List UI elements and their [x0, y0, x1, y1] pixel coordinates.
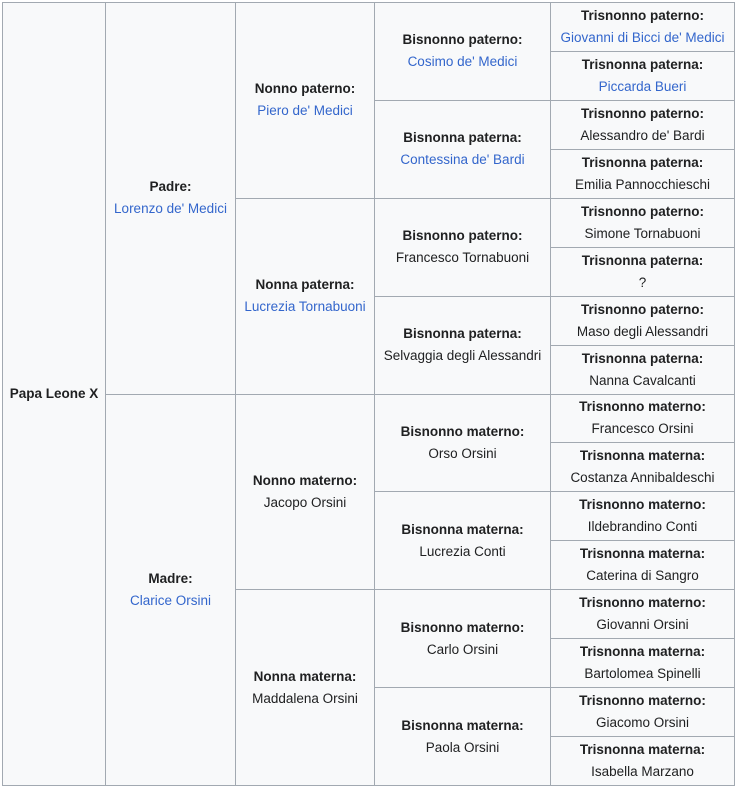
great-grandparent-label: Bisnonno materno:	[400, 423, 525, 439]
great-grandparent-cell-8	[375, 688, 551, 786]
great-great-grandparent-cell-6	[551, 247, 735, 296]
great-great-grandparent-name: Isabella Marzano	[591, 764, 694, 780]
great-grandparent-label: Bisnonna paterna:	[403, 130, 522, 146]
great-great-grandparent-name: Alessandro de' Bardi	[580, 127, 705, 143]
great-great-grandparent-cell-16	[551, 737, 735, 786]
father-link[interactable]: Lorenzo de' Medici	[114, 201, 227, 217]
great-great-grandparent-name: Maso degli Alessandri	[576, 323, 709, 339]
great-great-grandparent-cell-3	[551, 100, 735, 149]
great-great-grandparent-name: Costanza Annibaldeschi	[570, 470, 715, 486]
great-great-grandparent-label: Trisnonno materno:	[579, 497, 706, 513]
great-grandparent-cell-6	[375, 492, 551, 590]
father-label: Padre:	[149, 179, 192, 195]
great-grandparent-name: Lucrezia Conti	[419, 543, 506, 559]
mother-link[interactable]: Clarice Orsini	[129, 592, 211, 608]
great-great-grandparent-label: Trisnonna paterna:	[581, 252, 704, 268]
great-great-grandparent-cell-9	[551, 394, 735, 443]
great-great-grandparent-label: Trisnonna paterna:	[581, 350, 704, 366]
great-grandparent-cell-4	[375, 296, 551, 394]
great-great-grandparent-label: Trisnonno paterno:	[581, 301, 704, 317]
maternal-grandmother-label: Nonna materna:	[253, 668, 357, 684]
great-great-grandparent-label: Trisnonna paterna:	[581, 154, 704, 170]
great-great-grandparent-cell-11	[551, 492, 735, 541]
great-great-grandparent-label: Trisnonno paterno:	[581, 203, 704, 219]
great-great-grandparent-cell-15	[551, 688, 735, 737]
great-great-grandparent-label: Trisnonno paterno:	[581, 105, 704, 121]
genealogy-table	[2, 2, 735, 786]
great-great-grandparent-cell-13	[551, 590, 735, 639]
great-grandparent-link[interactable]: Contessina de' Bardi	[400, 152, 525, 168]
maternal-grandmother-name: Maddalena Orsini	[252, 690, 358, 706]
paternal-grandfather-cell	[236, 3, 375, 199]
paternal-grandfather-label: Nonno paterno:	[254, 81, 356, 97]
mother-label: Madre:	[148, 570, 193, 586]
great-grandparent-label: Bisnonna materna:	[401, 521, 524, 537]
great-great-grandparent-name: Caterina di Sangro	[586, 568, 699, 584]
great-great-grandparent-label: Trisnonno materno:	[579, 399, 706, 415]
great-great-grandparent-name: ?	[638, 274, 647, 290]
great-great-grandparent-cell-14	[551, 639, 735, 688]
great-great-grandparent-label: Trisnonna paterna:	[581, 56, 704, 72]
great-grandparent-name: Orso Orsini	[428, 445, 497, 461]
great-great-grandparent-name: Bartolomea Spinelli	[584, 666, 701, 682]
great-grandparent-name: Paola Orsini	[425, 739, 500, 755]
great-grandparent-label: Bisnonna materna:	[401, 717, 524, 733]
paternal-grandmother-link[interactable]: Lucrezia Tornabuoni	[244, 299, 366, 315]
great-great-grandparent-cell-5	[551, 198, 735, 247]
great-grandparent-link[interactable]: Cosimo de' Medici	[407, 54, 518, 70]
great-great-grandparent-cell-10	[551, 443, 735, 492]
great-great-grandparent-label: Trisnonno paterno:	[581, 7, 704, 23]
great-grandparent-cell-7	[375, 590, 551, 688]
great-grandparent-name: Francesco Tornabuoni	[395, 250, 530, 266]
great-great-grandparent-name: Francesco Orsini	[591, 421, 694, 437]
great-great-grandparent-label: Trisnonna materna:	[579, 742, 706, 758]
subject-name: Papa Leone X	[9, 386, 99, 401]
great-grandparent-cell-5	[375, 394, 551, 492]
father-cell	[106, 3, 236, 395]
great-great-grandparent-cell-4	[551, 149, 735, 198]
paternal-grandmother-label: Nonna paterna:	[255, 277, 355, 293]
great-great-grandparent-link[interactable]: Giovanni di Bicci de' Medici	[560, 29, 725, 45]
great-grandparent-name: Selvaggia degli Alessandri	[383, 348, 542, 364]
maternal-grandmother-cell	[236, 590, 375, 786]
great-great-grandparent-name: Ildebrandino Conti	[587, 519, 698, 535]
great-grandparent-label: Bisnonno paterno:	[402, 32, 523, 48]
mother-cell	[106, 394, 236, 786]
maternal-grandfather-cell	[236, 394, 375, 590]
great-great-grandparent-name: Emilia Pannocchieschi	[574, 176, 711, 192]
paternal-grandmother-cell	[236, 198, 375, 394]
maternal-grandfather-label: Nonno materno:	[252, 472, 358, 488]
great-great-grandparent-label: Trisnonna materna:	[579, 546, 706, 562]
great-great-grandparent-label: Trisnonno materno:	[579, 693, 706, 709]
great-grandparent-label: Bisnonno paterno:	[402, 228, 523, 244]
great-great-grandparent-link[interactable]: Piccarda Bueri	[598, 78, 687, 94]
great-great-grandparent-label: Trisnonna materna:	[579, 448, 706, 464]
great-great-grandparent-cell-8	[551, 345, 735, 394]
great-grandparent-label: Bisnonna paterna:	[403, 326, 522, 342]
great-grandparent-cell-3	[375, 198, 551, 296]
great-grandparent-label: Bisnonno materno:	[400, 619, 525, 635]
great-grandparent-cell-1	[375, 3, 551, 101]
great-great-grandparent-label: Trisnonno materno:	[579, 595, 706, 611]
great-great-grandparent-label: Trisnonna materna:	[579, 644, 706, 660]
great-great-grandparent-cell-2	[551, 51, 735, 100]
great-great-grandparent-cell-12	[551, 541, 735, 590]
great-grandparent-name: Carlo Orsini	[426, 641, 499, 657]
paternal-grandfather-link[interactable]: Piero de' Medici	[257, 103, 353, 119]
great-great-grandparent-name: Simone Tornabuoni	[584, 225, 701, 241]
great-great-grandparent-name: Giacomo Orsini	[595, 715, 690, 731]
great-great-grandparent-name: Nanna Cavalcanti	[589, 372, 696, 388]
subject-cell	[3, 3, 106, 786]
great-grandparent-cell-2	[375, 100, 551, 198]
great-great-grandparent-cell-1	[551, 3, 735, 52]
great-great-grandparent-name: Giovanni Orsini	[596, 617, 689, 633]
great-great-grandparent-cell-7	[551, 296, 735, 345]
maternal-grandfather-name: Jacopo Orsini	[263, 494, 347, 510]
